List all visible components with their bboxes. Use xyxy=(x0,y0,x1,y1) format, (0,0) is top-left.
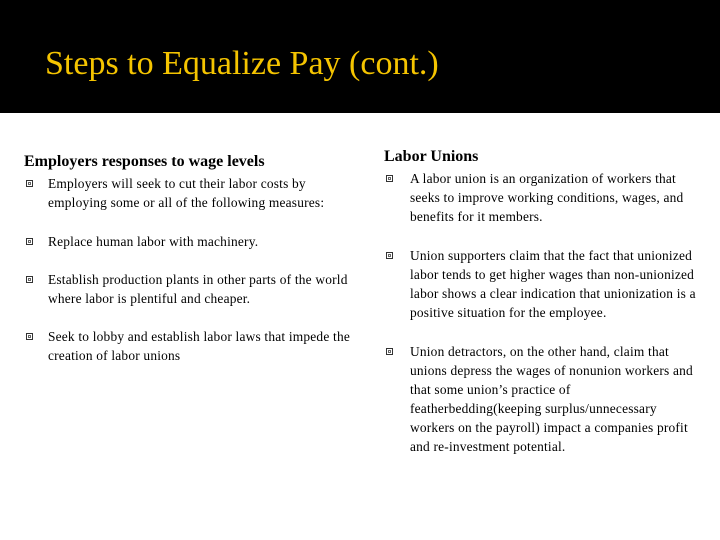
square-bullet-icon xyxy=(386,175,393,182)
bullet-text: Employers will seek to cut their labor costs by employing some or all of the following measures: xyxy=(48,176,325,210)
square-bullet-icon xyxy=(386,252,393,259)
bullet-text: Union detractors, on the other hand, claim that unions depress the wages of nonunion workers and that some union’s practice of featherbedding(keeping surplus/unnecessary workers on the payroll) impact a companies profit and re-investment potential. xyxy=(410,344,693,454)
employers-column xyxy=(24,152,354,384)
employers-bullet-list xyxy=(24,174,354,365)
bullet-text: Seek to lobby and establish labor laws that impede the creation of labor unions xyxy=(48,329,350,363)
slide-title: Steps to Equalize Pay (cont.) xyxy=(45,45,439,82)
list-item xyxy=(384,169,700,226)
labor-unions-heading: Labor Unions xyxy=(384,148,479,165)
square-bullet-icon xyxy=(26,333,33,340)
list-item xyxy=(24,327,354,365)
employers-heading: Employers responses to wage levels xyxy=(24,153,265,170)
square-bullet-icon xyxy=(26,180,33,187)
bullet-text: A labor union is an organization of workers that seeks to improve working conditions, wages, and benefits for it members. xyxy=(410,171,684,224)
square-bullet-icon xyxy=(26,238,33,245)
title-bar xyxy=(0,0,720,113)
labor-unions-column xyxy=(384,147,700,476)
bullet-text: Replace human labor with machinery. xyxy=(48,234,259,249)
list-item xyxy=(24,232,354,251)
list-item xyxy=(384,246,700,322)
bullet-text: Establish production plants in other parts of the world where labor is plentiful and cheaper. xyxy=(48,272,348,306)
square-bullet-icon xyxy=(26,276,33,283)
bullet-text: Union supporters claim that the fact that unionized labor tends to get higher wages than non-unionized labor shows a clear indication that unionization is a positive situation for the employee. xyxy=(410,248,696,320)
list-item xyxy=(24,174,354,212)
list-item xyxy=(384,342,700,456)
list-item xyxy=(24,270,354,308)
labor-unions-bullet-list xyxy=(384,169,700,456)
square-bullet-icon xyxy=(386,348,393,355)
